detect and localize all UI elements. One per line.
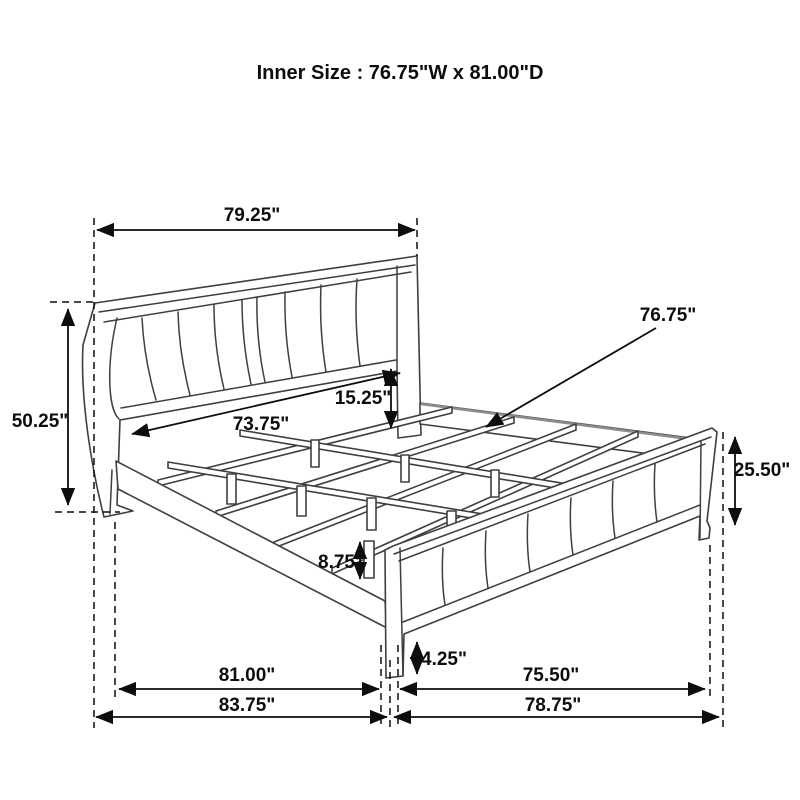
diagram-title: Inner Size : 76.75"W x 81.00"D <box>256 62 544 84</box>
dim-leader-slat-span <box>486 328 656 427</box>
dim-label-headboard-inner-width: 73.75" <box>232 414 290 435</box>
dim-label-footboard-inner: 75.50" <box>522 665 580 686</box>
dim-label-headboard-width: 79.25" <box>223 205 281 226</box>
dim-label-support-leg-height: 8.75" <box>318 552 364 573</box>
dim-label-overall-depth-left: 83.75" <box>218 695 276 716</box>
dim-label-inner-depth: 81.00" <box>218 665 276 686</box>
dim-label-headboard-rail-height: 15.25" <box>334 388 392 409</box>
bed-drawing <box>83 256 717 678</box>
near-side-rail-drawing <box>116 461 387 628</box>
dim-label-slat-span: 76.75" <box>639 305 697 326</box>
dim-label-headboard-height: 50.25" <box>11 411 69 432</box>
dim-label-footboard-clearance: 4.25" <box>421 649 467 670</box>
dim-label-overall-depth-right: 78.75" <box>524 695 582 716</box>
dim-label-footboard-height: 25.50" <box>733 460 791 481</box>
